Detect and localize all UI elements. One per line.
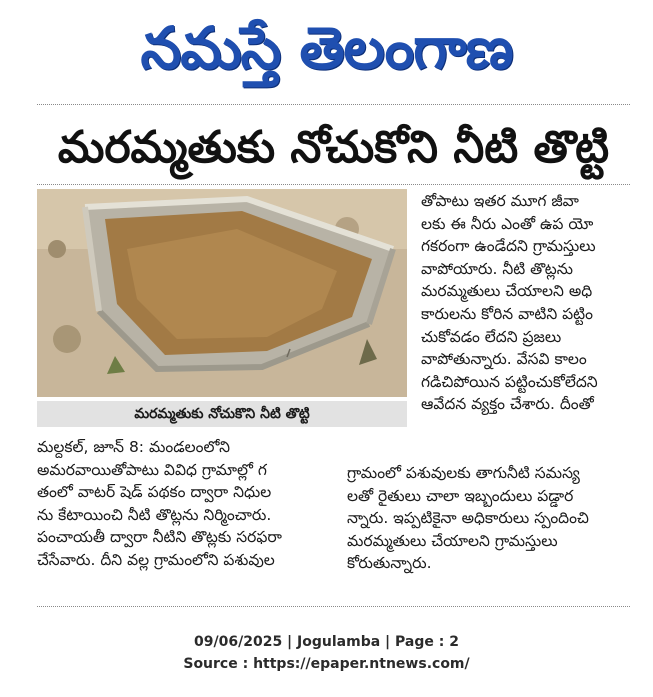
top-divider xyxy=(37,104,630,105)
bottom-right-column xyxy=(347,462,631,575)
text-line: గడిచిపోయిన పట్టించుకోలేదని xyxy=(421,372,598,391)
text-line: గకరంగా ఉండేదని గ్రామస్తులు xyxy=(421,237,596,256)
text-line: ను కేటాయించి నీటి తొట్లను నిర్మించారు. xyxy=(37,505,272,524)
text-line: చుకోవడం లేదని ప్రజలు xyxy=(421,327,562,346)
text-line: మరమ్మతులు చేయాలని గ్రామస్తులు xyxy=(347,531,558,550)
text-line: మల్దకల్, జూన్ 8: మండలంలోని xyxy=(37,438,230,456)
text-line: వాపోతున్నారు. వేసవి కాలం xyxy=(421,350,587,369)
source-link[interactable]: Source : https://epaper.ntnews.com/ xyxy=(183,656,470,672)
masthead xyxy=(0,2,653,94)
text-line: పంచాయతీ ద్వారా నీటిని తొట్లకు సరఫరా xyxy=(37,528,282,547)
photo-caption: మరమ్మతుకు నోచుకొని నీటి తొట్టి xyxy=(37,401,407,427)
water-trough-image xyxy=(37,189,407,397)
text-line: న్నారు. ఇప్పటికైనా అధికారులు స్పందించి xyxy=(347,509,589,528)
text-line: అమరవాయితోపాటు వివిధ గ్రామాల్లో గ xyxy=(37,460,267,479)
edition-info: 09/06/2025 | Jogulamba | Page : 2 xyxy=(194,634,459,650)
headline-divider xyxy=(37,184,630,185)
newspaper-logo: నమస్తే తెలంగాణ xyxy=(140,14,513,82)
text-line: గ్రామంలో పశువులకు తాగునీటి సమస్య xyxy=(347,464,580,482)
article-photo xyxy=(37,189,407,397)
footer-divider xyxy=(37,606,630,607)
article-headline: మరమ్మతుకు నోచుకోని నీటి తొట్టి xyxy=(57,122,610,173)
text-line: కారులను కోరిన వాటిని పట్టిం xyxy=(421,304,593,323)
text-line: కోరుతున్నారు. xyxy=(347,554,432,573)
text-line: ఆవేదన వ్యక్తం చేశారు. దీంతో xyxy=(421,395,594,414)
text-line: మరమ్మతులు చేయాలని అధి xyxy=(421,282,593,301)
text-line: లతో రైతులు చాలా ఇబ్బందులు పడ్డార xyxy=(347,486,574,505)
text-line: తంలో వాటర్ షెడ్ పథకం ద్వారా నిధుల xyxy=(37,483,272,502)
text-line: తోపాటు ఇతర మూగ జీవా xyxy=(421,192,579,210)
text-line: వాపోయారు. నీటి తొట్లను xyxy=(421,259,573,278)
text-line: లకు ఈ నీరు ఎంతో ఉప యో xyxy=(421,214,594,233)
text-line: చేసేవారు. దీని వల్ల గ్రామంలోని పశువుల xyxy=(37,550,275,569)
right-column xyxy=(421,190,631,416)
